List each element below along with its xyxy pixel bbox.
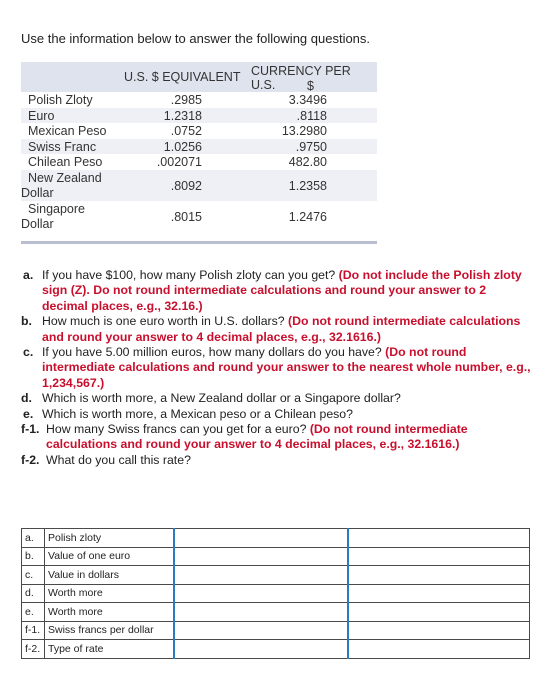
answer-input-cell[interactable] <box>174 547 348 566</box>
currency-per-usd: 1.2476 <box>288 209 327 224</box>
currency-name: Swiss Franc <box>28 139 97 154</box>
currency-per-usd: 13.2980 <box>281 124 327 138</box>
answer-input-cell[interactable] <box>174 566 348 585</box>
answer-input[interactable] <box>175 640 347 657</box>
question-text: How much is one euro worth in U.S. dollars? <box>42 314 289 329</box>
usd-equivalent: .8092 <box>170 178 202 193</box>
usd-equivalent: .0752 <box>170 124 202 138</box>
table-row <box>21 123 377 139</box>
usd-equivalent: .8015 <box>170 209 202 224</box>
answer-input[interactable] <box>175 603 347 620</box>
answer-row <box>22 547 530 566</box>
answer-label: e. <box>22 603 45 622</box>
usd-equivalent: 1.2318 <box>163 108 202 123</box>
answer-input[interactable] <box>175 622 347 639</box>
currency-table <box>21 62 377 232</box>
currency-per-usd: 3.3496 <box>288 93 327 107</box>
currency-name-line2: Dollar <box>21 185 54 200</box>
answer-input[interactable] <box>349 622 529 639</box>
question-label: b. <box>21 314 32 329</box>
currency-name: Mexican Peso <box>28 124 107 138</box>
answer-input-cell[interactable] <box>348 603 530 622</box>
answer-description: Worth more <box>45 584 175 603</box>
answer-input[interactable] <box>349 585 529 602</box>
answer-label: d. <box>22 584 45 603</box>
currency-per-usd: .8118 <box>296 108 327 123</box>
answer-input-cell[interactable] <box>174 603 348 622</box>
question-text: Which is worth more, a Mexican peso or a Chilean peso? <box>42 406 353 421</box>
question-b <box>21 314 531 345</box>
table-row <box>21 170 377 201</box>
question-note: (Do not include the Polish zloty sign (Z). Do not round intermediate calculations and round your answer to 2 decimal places, e.g., 32.16.) <box>42 268 522 313</box>
answer-input-cell[interactable] <box>348 529 530 548</box>
answer-row <box>22 621 530 640</box>
header-currency-per-usd-sub: $ <box>307 79 314 93</box>
currency-name: Polish Zloty <box>28 93 93 107</box>
usd-equivalent: 1.0256 <box>163 139 202 154</box>
table-row <box>21 92 377 108</box>
table-bottom-rule <box>21 241 377 244</box>
currency-per-usd: 482.80 <box>288 155 327 169</box>
currency-per-usd: .9750 <box>295 139 327 154</box>
question-c <box>21 345 531 391</box>
question-label: e. <box>23 406 34 421</box>
answer-description: Value of one euro <box>45 547 175 566</box>
currency-name: Euro <box>28 108 55 123</box>
answer-input-cell[interactable] <box>174 640 348 659</box>
question-text: If you have $100, how many Polish zloty can you get? <box>42 268 339 282</box>
answer-label: f-2. <box>22 640 45 659</box>
answer-row <box>22 529 530 548</box>
usd-equivalent: .002071 <box>156 155 202 169</box>
question-label: d. <box>21 391 32 406</box>
answer-row <box>22 584 530 603</box>
answer-input[interactable] <box>349 603 529 620</box>
header-usd-equivalent: U.S. $ EQUIVALENT <box>124 70 241 84</box>
question-note: (Do not round intermediate calculations and round your answer to the nearest whole number, e.g., 1,234,567.) <box>42 345 531 390</box>
currency-name-line1: New Zealand <box>28 170 102 185</box>
answer-label: f-1. <box>22 621 45 640</box>
answer-input[interactable] <box>175 566 347 583</box>
answer-input-cell[interactable] <box>174 584 348 603</box>
currency-name-line1: Singapore <box>28 201 85 216</box>
answer-description: Swiss francs per dollar <box>45 621 175 640</box>
answer-row <box>22 566 530 585</box>
answer-description: Worth more <box>45 603 175 622</box>
usd-equivalent: .2985 <box>170 93 202 107</box>
answer-label: b. <box>22 547 45 566</box>
answer-label: c. <box>22 566 45 585</box>
question-text: If you have 5.00 million euros, how many dollars do you have? <box>42 345 386 360</box>
answer-input[interactable] <box>349 566 529 583</box>
question-label: a. <box>23 268 34 282</box>
question-note: (Do not round intermediate calculations and round your answer to 4 decimal places, e.g., 32.1616.) <box>42 314 521 344</box>
answer-input[interactable] <box>349 640 529 657</box>
currency-per-usd: 1.2358 <box>288 178 327 193</box>
currency-name-line2: Dollar <box>21 216 54 231</box>
answer-row <box>22 603 530 622</box>
question-d <box>21 391 531 406</box>
header-currency-per-usd: CURRENCY PER U.S. <box>251 64 351 92</box>
question-f1 <box>21 422 531 453</box>
table-row <box>21 154 377 170</box>
answer-input[interactable] <box>349 548 529 565</box>
answer-label: a. <box>22 529 45 548</box>
question-text: How many Swiss francs can you get for a euro? <box>46 422 310 437</box>
answer-input-cell[interactable] <box>348 584 530 603</box>
currency-table-header <box>21 62 377 92</box>
question-label: f-1. <box>21 422 40 437</box>
question-label: c. <box>23 345 34 360</box>
instructions-text: Use the information below to answer the following questions. <box>21 31 371 46</box>
table-row <box>21 201 377 232</box>
answer-input-cell[interactable] <box>174 621 348 640</box>
table-row <box>21 139 377 155</box>
answer-input[interactable] <box>349 529 529 546</box>
currency-name: Chilean Peso <box>28 155 103 169</box>
questions-list <box>21 268 531 468</box>
answer-input[interactable] <box>175 529 347 546</box>
answer-input-cell[interactable] <box>348 621 530 640</box>
answer-input[interactable] <box>175 585 347 602</box>
question-note: (Do not round intermediate calculations and round your answer to 4 decimal places, e.g., 32.1616.) <box>46 422 468 452</box>
answer-input-cell[interactable] <box>348 547 530 566</box>
question-label: f-2. <box>21 452 40 467</box>
answer-row <box>22 640 530 659</box>
question-a <box>21 268 531 314</box>
answer-table <box>21 528 530 659</box>
question-text: Which is worth more, a New Zealand dollar or a Singapore dollar? <box>42 391 401 406</box>
question-f2 <box>21 453 531 468</box>
answer-input-cell[interactable] <box>174 529 348 548</box>
table-row <box>21 108 377 124</box>
question-text: What do you call this rate? <box>46 452 191 467</box>
answer-description: Value in dollars <box>45 566 175 585</box>
answer-input[interactable] <box>175 548 347 565</box>
question-e <box>21 407 531 422</box>
answer-description: Polish zloty <box>45 529 175 548</box>
answer-description: Type of rate <box>45 640 175 659</box>
answer-input-cell[interactable] <box>348 640 530 659</box>
answer-input-cell[interactable] <box>348 566 530 585</box>
